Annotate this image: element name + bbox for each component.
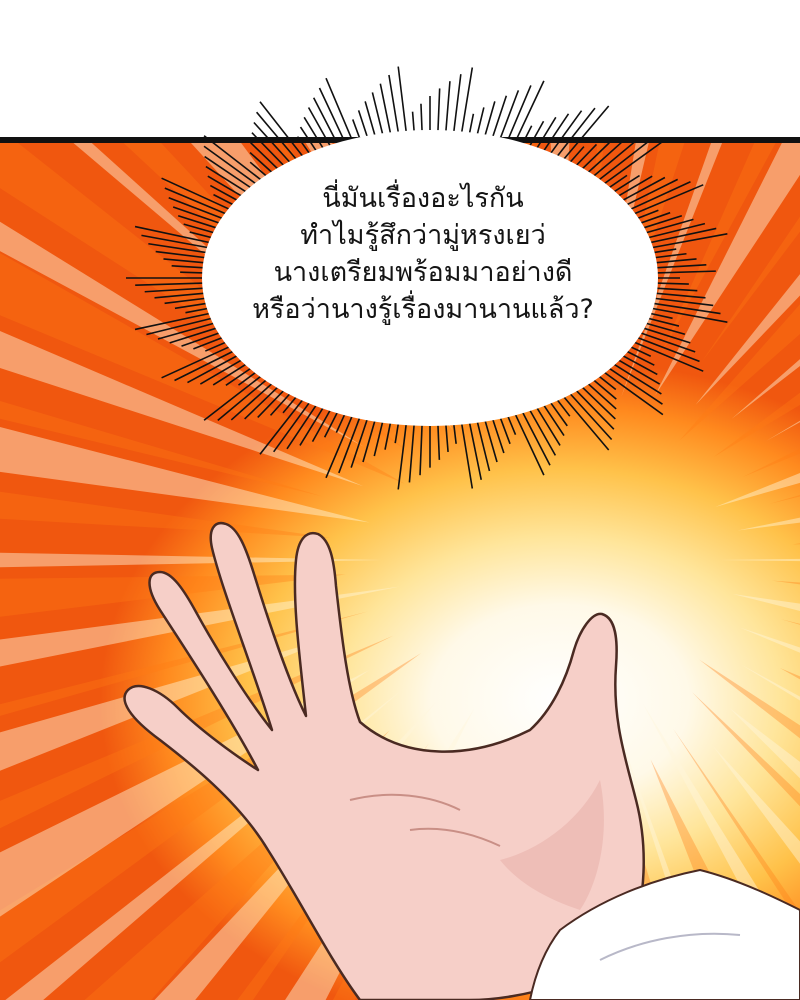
bubble-line-2: ทำไมรู้สึกว่ามู่หรงเยว่: [300, 220, 546, 251]
bubble-line-3: นางเตรียมพร้อมมาอย่างดี: [273, 257, 573, 288]
bubble-line-4: หรือว่านางรู้เรื่องมานานแล้ว?: [252, 294, 594, 325]
bubble-line-1: นี่มันเรื่องอะไรกัน: [322, 183, 524, 214]
